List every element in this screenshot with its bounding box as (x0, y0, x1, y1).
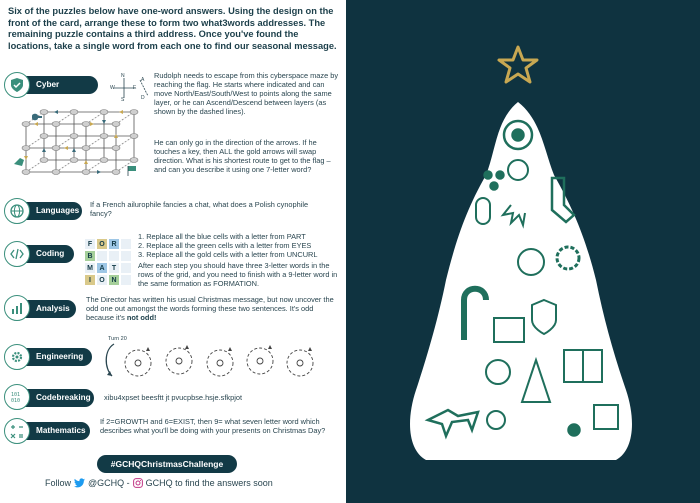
compass-w: W (110, 85, 115, 91)
gear-icon (4, 344, 30, 370)
grid-cell: T (108, 262, 120, 274)
twitter-handle[interactable]: @GCHQ - (88, 478, 130, 488)
instagram-icon[interactable] (133, 478, 143, 488)
codebreaking-text: xibu4xpset beesftt jt pvucpbse.hsje.sfkpjot (104, 393, 243, 402)
grid-cell: A (96, 262, 108, 274)
grid-cell (96, 250, 108, 262)
hashtag-badge: #GCHQChristmasChallenge (97, 455, 237, 473)
grid-cell (120, 262, 132, 274)
cyber-text-2: He can only go in the direction of the arrows. If he touches a key, then ALL the gold arrows will swap direction. What is his shortest route to get to the flag – and can you describe it using one 7-letter word? (154, 138, 331, 174)
gold-star-icon (499, 47, 537, 82)
grid-cell (120, 238, 132, 250)
tree-shape (410, 102, 632, 460)
compass-s: S (121, 97, 125, 103)
mathematics-text: If 2=GROWTH and 6=EXIST, then 9= what seven letter word which describes what you'll be doing with your presents on Christmas Day? (100, 417, 326, 435)
code-brackets-icon (4, 241, 30, 267)
compass-e: E (133, 85, 137, 91)
math-symbols-icon (4, 418, 30, 444)
grid-cell: B (84, 250, 96, 262)
grid-cell: F (84, 238, 96, 250)
grid-cell: M (84, 262, 96, 274)
analysis-bold: not odd! (126, 313, 157, 322)
languages-label: Languages (36, 206, 80, 215)
coding-step-1: 1. Replace all the blue cells with a letter from PART (138, 232, 306, 241)
bar-chart-icon (4, 295, 30, 321)
grid-cell: R (108, 238, 120, 250)
turn-arrow-icon (100, 340, 118, 380)
follow-prefix: Follow (45, 478, 72, 488)
shield-icon (4, 72, 30, 98)
cyber-maze (6, 104, 146, 182)
gear-puzzle (120, 341, 340, 385)
globe-icon (4, 198, 30, 224)
twitter-icon[interactable] (74, 478, 85, 488)
coding-step-2: 2. Replace all the green cells with a letter from EYES (138, 241, 312, 250)
coding-after-text: After each step you should have three 3-letter words in the rows of the grid, and you need to finish with a 9-letter word in the same formation as FORMATION. (138, 261, 338, 288)
compass-d: D (141, 95, 145, 101)
formation-grid (84, 238, 132, 286)
grid-cell: O (96, 238, 108, 250)
binary-icon (4, 384, 30, 410)
puzzle-panel (0, 0, 346, 503)
intro-text: Six of the puzzles below have one-word answers. Using the design on the front of the card, arrange these to form two what3words addresses. The remaining puzzle contains a third address. Once you've found the locations, take a single word from each one to find our seasonal message. (8, 6, 337, 51)
mathematics-label: Mathematics (36, 426, 86, 435)
card-front (346, 0, 700, 503)
analysis-text (86, 295, 338, 322)
grid-cell (108, 250, 120, 262)
compass-a: A (141, 77, 145, 83)
compass-n: N (121, 73, 125, 79)
analysis-body: The Director has written his usual Christmas message, but now uncover the odd one out amongst the words forming these two sentences. It's odd because it's (86, 295, 334, 322)
svg-text:101: 101 (11, 392, 21, 398)
coding-label: Coding (36, 249, 65, 258)
languages-text: If a French ailurophile fancies a chat, what does a Polish cynophile fancy? (90, 200, 309, 218)
christmas-tree-illustration (346, 0, 700, 503)
grid-cell (120, 274, 132, 286)
cyber-security-label: Cyber Security (36, 80, 69, 107)
analysis-label: Analysis (36, 304, 70, 313)
instagram-text[interactable]: GCHQ to find the answers soon (145, 478, 273, 488)
follow-line (45, 478, 273, 488)
engineering-label: Engineering (36, 352, 84, 361)
coding-step-3: 3. Replace all the gold cells with a letter from UNCURL (138, 250, 318, 259)
grid-cell (120, 250, 132, 262)
cyber-text-1: Rudolph needs to escape from this cyberspace maze by reaching the flag. He starts where indicated and can move North/East/South/West to points along the same layer, or he can Ascend/Descend between layers (as shown by the dashed lines). (154, 71, 339, 116)
grid-cell: I (84, 274, 96, 286)
svg-text:010: 010 (11, 398, 21, 404)
codebreaking-label: Codebreaking (36, 393, 91, 402)
grid-cell: O (96, 274, 108, 286)
grid-cell: N (108, 274, 120, 286)
turn-label: Turn 20 (108, 336, 127, 342)
